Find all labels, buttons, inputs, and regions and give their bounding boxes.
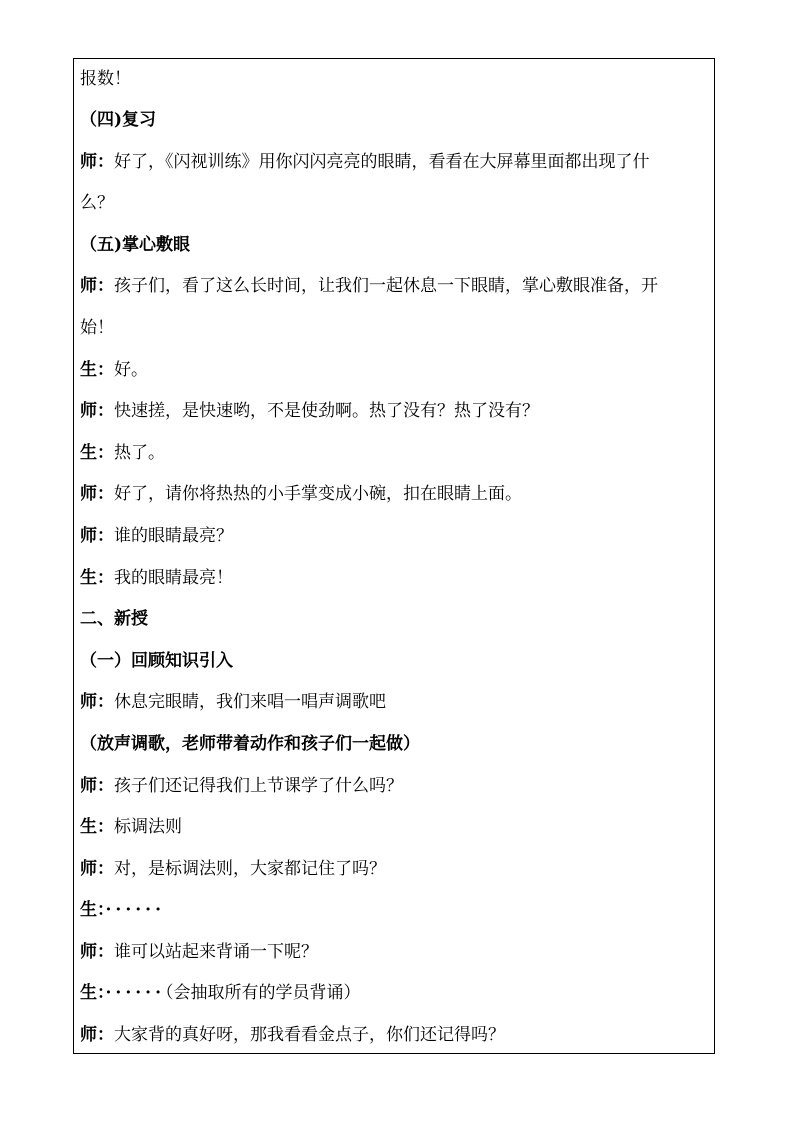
line-text: 大家背的真好呀，那我看看金点子，你们还记得吗？ (114, 1025, 505, 1046)
heading-text: 二、新授 (80, 609, 148, 630)
transcript-line (80, 682, 710, 724)
speaker-label: 生： (80, 567, 114, 588)
speaker-label: 师： (80, 858, 114, 879)
speaker-label: 师： (80, 941, 114, 962)
line-text: 始！ (80, 317, 114, 338)
line-text: 孩子们，看了这么长时间，让我们一起休息一下眼睛，掌心敷眼准备，开 (114, 276, 658, 297)
line-text: 好。 (114, 359, 148, 380)
transcript-line (80, 766, 710, 808)
line-text: 热了。 (114, 442, 165, 463)
transcript-line (80, 142, 710, 184)
heading-text: （五)掌心敷眼 (80, 234, 191, 255)
transcript-line (80, 308, 710, 350)
transcript-line (80, 474, 710, 516)
speaker-label: 生： (80, 900, 106, 921)
section-heading (80, 599, 710, 641)
speaker-label: 师： (80, 484, 114, 505)
ellipsis-dots: ······ (105, 900, 166, 921)
line-text: 好了，《闪视训练》用你闪闪亮亮的眼睛，看看在大屏幕里面都出现了什 (114, 151, 650, 172)
heading-text: （放声调歌，老师带着动作和孩子们一起做） (80, 733, 420, 754)
line-text: 孩子们还记得我们上节课学了什么吗？ (114, 775, 403, 796)
section-heading (80, 724, 710, 766)
transcript-line (80, 807, 710, 849)
line-text: 对，是标调法则，大家都记住了吗？ (114, 858, 386, 879)
heading-text: （四)复习 (80, 110, 157, 130)
transcript-line (80, 350, 710, 392)
transcript-line (80, 433, 710, 475)
speaker-label: 师： (80, 151, 114, 172)
speaker-label: 师： (80, 525, 114, 546)
line-text: 报数！ (80, 69, 131, 89)
transcript-line (80, 58, 710, 100)
speaker-label: 生： (80, 359, 114, 380)
lesson-transcript (80, 58, 710, 1057)
line-text: 快速搓，是快速哟，不是使劲啊。热了没有？热了没有？ (114, 401, 539, 422)
speaker-label: 生： (80, 983, 106, 1004)
section-heading (80, 100, 710, 142)
line-text: 休息完眼睛，我们来唱一唱声调歌吧 (114, 692, 386, 713)
transcript-line (80, 558, 710, 600)
line-text: 谁可以站起来背诵一下呢？ (114, 941, 318, 962)
line-text: 我的眼睛最亮！ (114, 567, 233, 588)
transcript-line (80, 1015, 710, 1057)
heading-text: （一）回顾知识引入 (80, 650, 233, 671)
line-text: 谁的眼睛最亮？ (114, 525, 233, 546)
section-heading (80, 641, 710, 683)
transcript-line (80, 391, 710, 433)
speaker-label: 生： (80, 442, 114, 463)
transcript-line (80, 890, 710, 932)
transcript-line (80, 266, 710, 308)
line-text: 好了，请你将热热的小手掌变成小碗，扣在眼睛上面。 (114, 484, 522, 505)
speaker-label: 生： (80, 817, 114, 838)
section-heading (80, 225, 710, 267)
speaker-label: 师： (80, 1025, 114, 1046)
speaker-label: 师： (80, 276, 114, 297)
transcript-line (80, 849, 710, 891)
speaker-label: 师： (80, 775, 114, 796)
line-text: 标调法则 (114, 817, 182, 838)
line-text: 么？ (80, 193, 114, 214)
transcript-line (80, 516, 710, 558)
ellipsis-dots: ······ (105, 983, 166, 1004)
transcript-line (80, 183, 710, 225)
speaker-label: 师： (80, 401, 114, 422)
line-text: （会抽取所有的学员背诵） (165, 983, 361, 1004)
transcript-line (80, 973, 710, 1015)
speaker-label: 师： (80, 692, 114, 713)
transcript-line (80, 932, 710, 974)
